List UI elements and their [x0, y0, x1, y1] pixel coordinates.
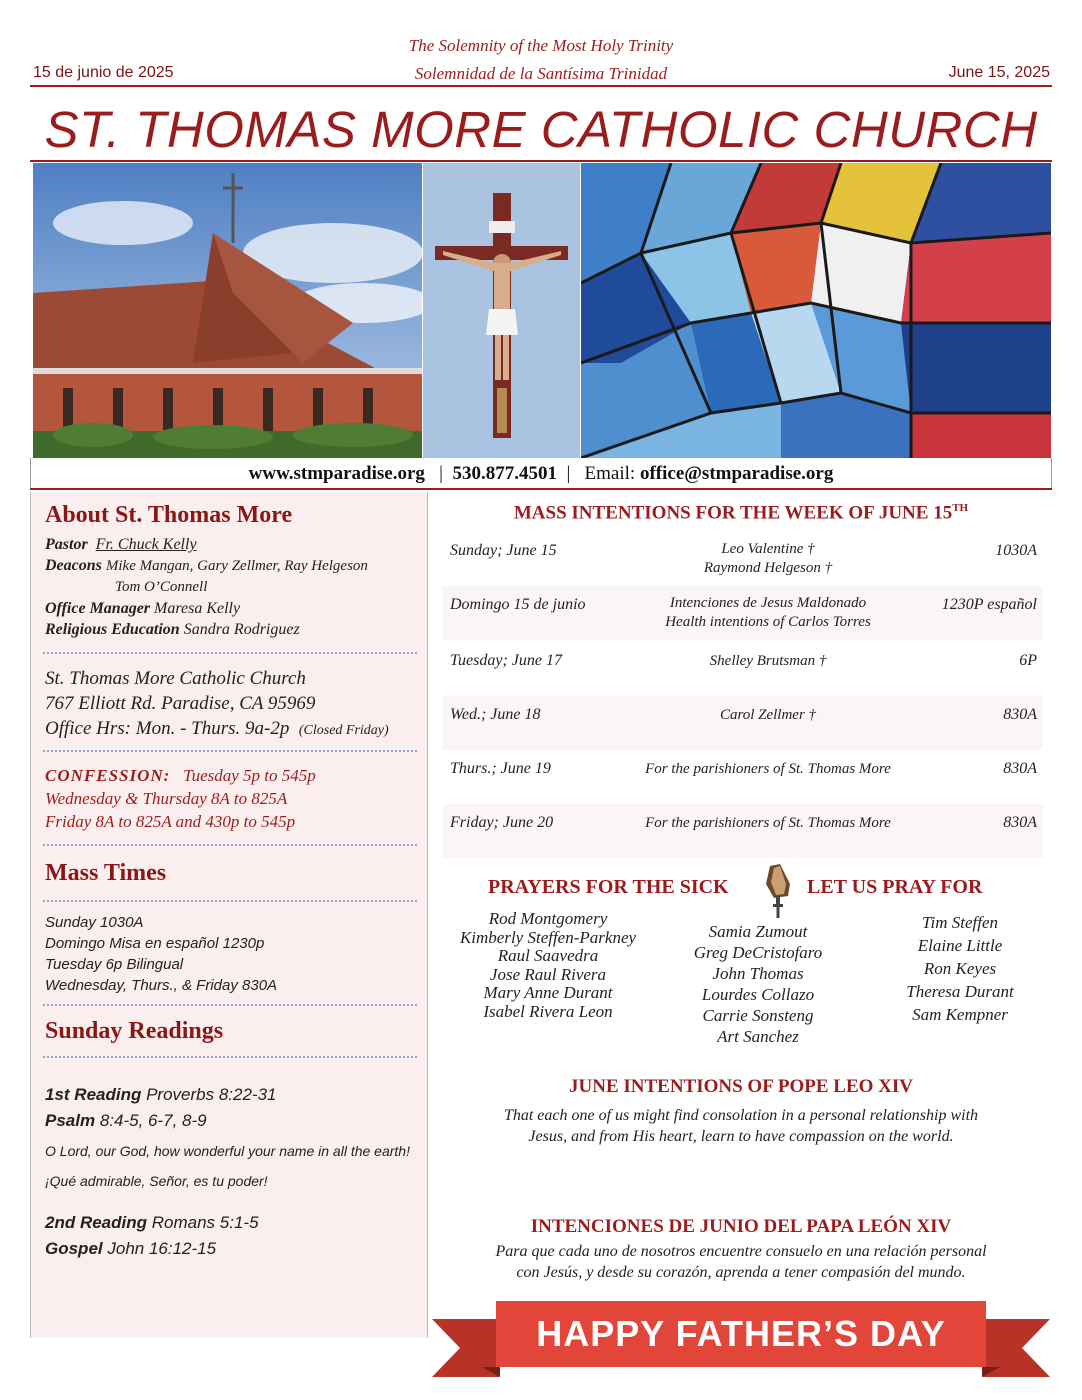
mass-times-title: Mass Times	[45, 860, 167, 886]
intention-day: Tuesday; June 17	[450, 652, 562, 669]
sick-name: Mary Anne Durant	[483, 983, 613, 1002]
intention-day: Domingo 15 de junio	[450, 596, 586, 613]
religious-ed-line	[45, 619, 368, 640]
psalm-response-en: O Lord, our God, how wonderful your name in all the earth!	[45, 1143, 410, 1159]
feast-en: The Solemnity of the Most Holy Trinity	[408, 36, 674, 55]
mass-intentions-title	[430, 502, 1052, 524]
mass-time-item: Domingo Misa en español 1230p	[45, 935, 265, 952]
pastor-line	[45, 534, 368, 555]
mass-times-list	[45, 912, 277, 996]
religious-ed-label: Religious Education	[45, 621, 180, 638]
pope-intentions-title-es: INTENCIONES DE JUNIO DEL PAPA LEÓN XIV	[530, 1216, 952, 1237]
divider	[43, 844, 417, 846]
separator: |	[561, 463, 580, 484]
intention-row	[443, 750, 1043, 804]
intention-name-2: Raymond Helgeson †	[703, 560, 833, 576]
first-reading	[45, 1082, 425, 1108]
address-line-1: St. Thomas More Catholic Church	[45, 668, 306, 689]
mass-intentions-title-text: MASS INTENTIONS FOR THE WEEK OF JUNE 15	[513, 502, 953, 524]
pray-for-name: Theresa Durant	[906, 982, 1014, 1001]
staff-list	[45, 534, 368, 640]
divider	[43, 900, 417, 902]
pastor-label: Pastor	[45, 536, 88, 553]
pray-for-name: Tim Steffen	[921, 913, 999, 932]
sick-name: Isabel Rivera Leon	[483, 1001, 613, 1021]
date-spanish: 15 de junio de 2025	[33, 64, 174, 81]
intention-day: Wed.; June 18	[450, 706, 541, 723]
intention-row	[443, 586, 1043, 640]
intention-row	[443, 696, 1043, 750]
sick-name: John Thomas	[712, 964, 804, 983]
intention-row	[443, 804, 1043, 858]
intention-day: Sunday; June 15	[450, 542, 557, 559]
pray-for-name: Sam Kempner	[912, 1005, 1008, 1024]
readings-list	[45, 1082, 425, 1262]
pope-text-line: Para que cada uno de nosotros encuentre consuelo en una relación personal	[495, 1243, 987, 1260]
confession-line-3: Friday 8A to 825A and 430p to 545p	[45, 812, 296, 831]
confession-block	[45, 764, 316, 833]
intention-day: Friday; June 20	[450, 814, 554, 831]
pope-intentions-title-en: JUNE INTENTIONS OF POPE LEO XIV	[569, 1076, 913, 1097]
stained-glass-photo	[581, 163, 1051, 458]
phone-number[interactable]: 530.877.4501	[452, 463, 557, 484]
mass-intentions-title-sup: TH	[952, 502, 969, 514]
psalm-ref: 8:4-5, 6-7, 8-9	[99, 1111, 207, 1130]
first-reading-ref: Proverbs 8:22-31	[146, 1085, 277, 1104]
sick-name: Greg DeCristofaro	[693, 943, 823, 962]
mass-time-item: Wednesday, Thurs., & Friday 830A	[45, 977, 278, 994]
intention-name: Shelley Brutsman †	[709, 653, 827, 669]
intention-names	[603, 540, 933, 578]
contact-rule	[30, 488, 1052, 490]
office-hours-line	[45, 716, 389, 743]
office-hours: Office Hrs: Mon. - Thurs. 9a-2p	[45, 718, 290, 739]
contact-bar	[30, 458, 1052, 490]
church-photo	[33, 163, 422, 458]
deacons-label: Deacons	[45, 557, 102, 574]
pastor-name: Fr. Chuck Kelly	[95, 536, 197, 553]
confession-tuesday: Tuesday 5p to 545p	[183, 766, 316, 785]
sick-name: Art Sanchez	[717, 1027, 799, 1046]
intention-time: 6P	[1019, 652, 1037, 669]
second-reading-label: 2nd Reading	[45, 1213, 148, 1232]
deacons-line-2: Tom O’Connell	[115, 579, 208, 595]
sick-name: Rod Montgomery	[488, 909, 608, 928]
divider	[43, 1004, 417, 1006]
intention-row	[443, 532, 1043, 586]
intention-name: For the parishioners of St. Thomas More	[645, 815, 891, 831]
header-rule	[30, 85, 1052, 87]
intention-name: Intenciones de Jesus Maldonado	[669, 595, 867, 611]
fathers-day-text: HAPPY FATHER’S DAY	[536, 1313, 946, 1354]
divider	[43, 750, 417, 752]
about-title: About St. Thomas More	[45, 502, 293, 528]
pray-for-name: Elaine Little	[917, 936, 1003, 955]
mass-time-item: Tuesday 6p Bilingual	[45, 956, 184, 973]
gospel-ref: John 16:12-15	[107, 1239, 217, 1258]
office-manager-name: Maresa Kelly	[154, 600, 241, 617]
intention-name: For the parishioners of St. Thomas More	[645, 761, 891, 777]
email-label: Email:	[584, 463, 636, 484]
office-manager-line	[45, 598, 368, 619]
email-link[interactable]: office@stmparadise.org	[639, 463, 834, 484]
pope-intentions-text-es	[430, 1241, 1052, 1283]
address-block	[45, 666, 389, 743]
sick-name: Jose Raul Rivera	[489, 964, 607, 984]
intention-name-2: Health intentions of Carlos Torres	[665, 614, 871, 630]
pray-for-name: Ron Keyes	[923, 959, 997, 978]
pope-text-line: That each one of us might find consolation in a personal relationship with	[503, 1107, 979, 1124]
praying-hands-icon	[760, 862, 796, 926]
intention-time: 1030A	[995, 542, 1037, 559]
pray-for-list	[870, 911, 1050, 1026]
intention-name: Carol Zellmer †	[719, 707, 817, 723]
psalm	[45, 1108, 425, 1134]
deacons-names: Mike Mangan, Gary Zellmer, Ray Helgeson	[105, 558, 368, 574]
sick-name: Carrie Sonsteng	[702, 1006, 814, 1025]
intention-names	[603, 594, 933, 632]
psalm-label: Psalm	[45, 1111, 96, 1130]
sick-list-col-1	[448, 910, 648, 1021]
gospel	[45, 1236, 425, 1262]
sick-name: Kimberly Steffen-Parkney	[459, 927, 637, 947]
intention-time: 830A	[1003, 760, 1037, 777]
mass-time-item: Sunday 1030A	[45, 914, 144, 931]
pope-intentions-text-en	[430, 1105, 1052, 1147]
pope-text-line: Jesus, and from His heart, learn to have compassion on the world.	[528, 1128, 954, 1145]
intention-row	[443, 642, 1043, 696]
separator: |	[429, 463, 448, 484]
address-line-2: 767 Elliott Rd. Paradise, CA 95969	[45, 693, 316, 714]
divider	[43, 1056, 417, 1058]
pope-text-line: con Jesús, y desde su corazón, aprenda a tener compasión del mundo.	[516, 1264, 966, 1281]
divider	[43, 652, 417, 654]
sick-list-col-2	[668, 921, 848, 1047]
sunday-readings-title: Sunday Readings	[45, 1018, 224, 1044]
intention-day: Thurs.; June 19	[450, 760, 551, 777]
intention-name: Leo Valentine †	[721, 541, 815, 557]
first-reading-label: 1st Reading	[45, 1085, 142, 1104]
confession-label: CONFESSION:	[45, 766, 171, 785]
second-reading-ref: Romans 5:1-5	[151, 1213, 259, 1232]
intention-time: 830A	[1003, 814, 1037, 831]
psalm-response-es: ¡Qué admirable, Señor, es tu poder!	[45, 1173, 268, 1189]
intention-time: 830A	[1003, 706, 1037, 723]
prayers-sick-title: PRAYERS FOR THE SICK	[488, 876, 729, 898]
church-name: ST. THOMAS MORE CATHOLIC CHURCH	[44, 101, 1038, 158]
fathers-day-banner	[430, 1297, 1052, 1387]
office-manager-label: Office Manager	[45, 600, 151, 617]
title-rule	[30, 160, 1052, 162]
date-english: June 15, 2025	[948, 64, 1050, 81]
sick-name: Lourdes Collazo	[701, 985, 815, 1004]
website-link[interactable]: www.stmparadise.org	[248, 463, 425, 484]
office-closed: (Closed Friday)	[298, 723, 389, 738]
gospel-label: Gospel	[45, 1239, 103, 1258]
confession-line-1	[45, 764, 316, 787]
let-us-pray-title: LET US PRAY FOR	[807, 876, 983, 898]
second-reading	[45, 1210, 425, 1236]
left-sidebar	[30, 492, 428, 1338]
deacons-line	[45, 555, 368, 577]
crucifix-photo	[423, 163, 580, 458]
religious-ed-name: Sandra Rodriguez	[183, 621, 300, 638]
sick-name: Raul Saavedra	[497, 946, 599, 965]
sick-name: Samia Zumout	[708, 922, 808, 941]
confession-line-2: Wednesday & Thursday 8A to 825A	[45, 789, 288, 808]
intention-time: 1230P español	[941, 596, 1037, 613]
feast-es: Solemnidad de la Santísima Trinidad	[414, 64, 668, 83]
